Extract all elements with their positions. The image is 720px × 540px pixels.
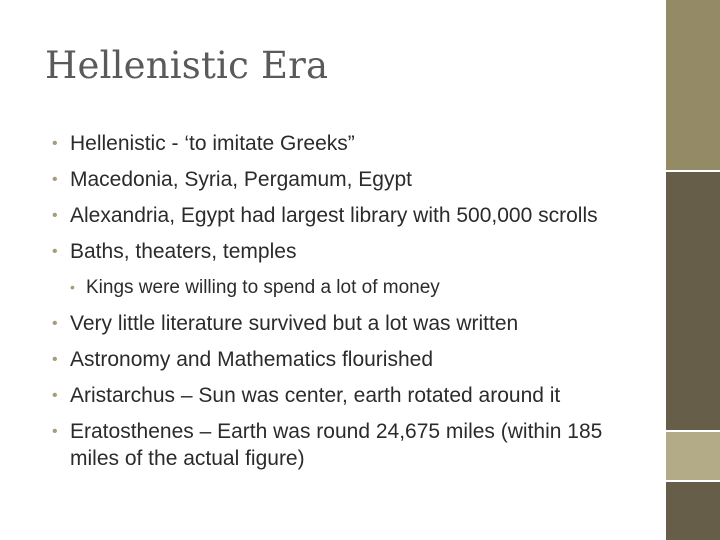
slide-body (52, 130, 652, 481)
bullet-item: • Alexandria, Egypt had largest library with 500,000 scrolls (52, 202, 652, 229)
side-bar-divider (666, 480, 720, 482)
decorative-side-bar (666, 0, 720, 540)
side-bar-top-block (666, 0, 720, 170)
bullet-item: • Hellenistic - ‘to imitate Greeks” (52, 130, 652, 157)
bullet-item: • Astronomy and Mathematics flourished (52, 346, 652, 373)
bullet-item: • Aristarchus – Sun was center, earth rotated around it (52, 382, 652, 409)
bullet-list (52, 130, 652, 472)
bullet-item: • Very little literature survived but a lot was written (52, 310, 652, 337)
bullet-item: • Eratosthenes – Earth was round 24,675 miles (within 185 miles of the actual figure) (52, 418, 652, 472)
slide-title: Hellenistic Era (45, 44, 329, 87)
sub-bullet-item: • Kings were willing to spend a lot of money (70, 274, 652, 301)
bullet-item: • Macedonia, Syria, Pergamum, Egypt (52, 166, 652, 193)
side-bar-accent-block (666, 432, 720, 480)
bullet-item: • Baths, theaters, temples (52, 238, 652, 265)
side-bar-divider (666, 170, 720, 172)
